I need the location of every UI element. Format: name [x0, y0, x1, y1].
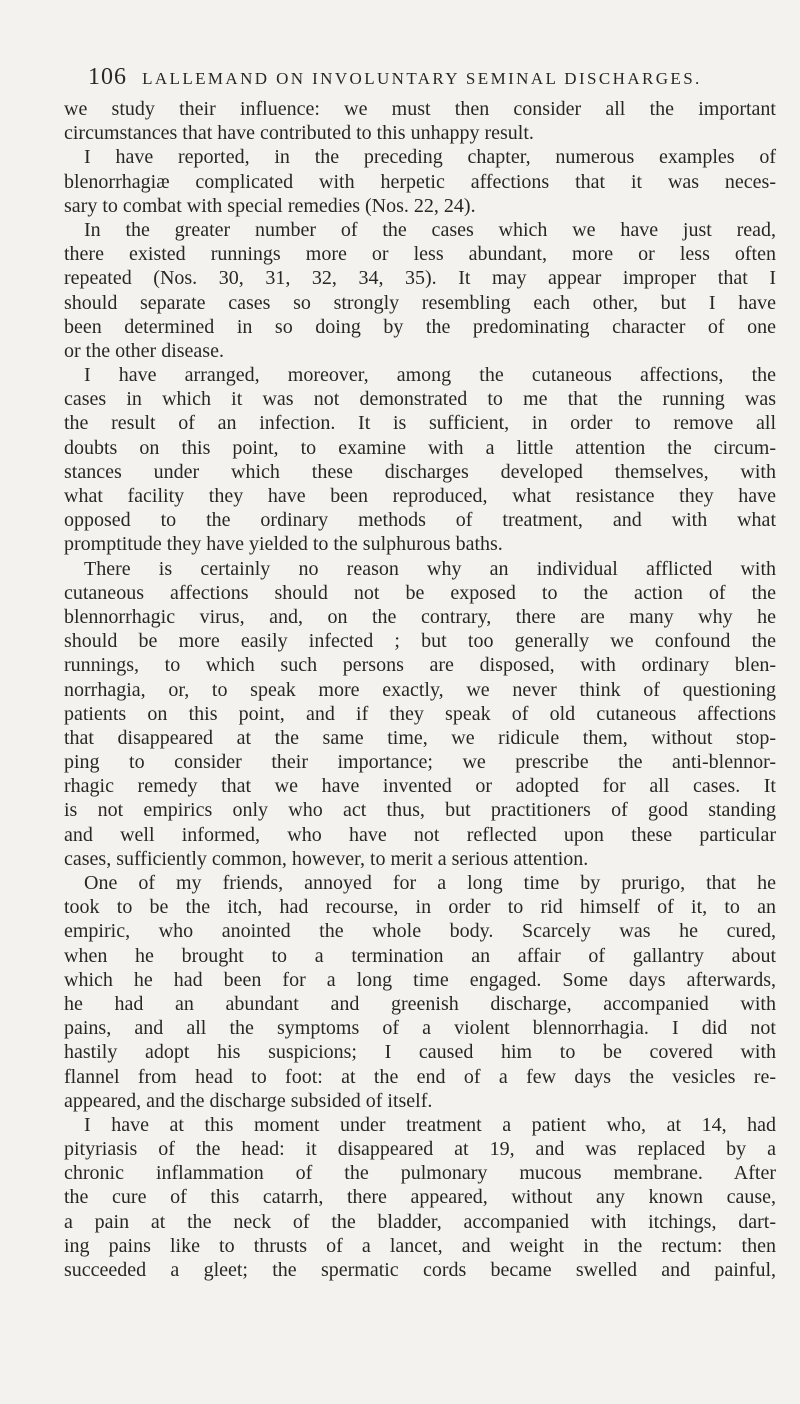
text-line: when he brought to a termination an affair of gallantry about: [64, 944, 776, 967]
text-line: we study their influence: we must then consider all the important: [64, 98, 776, 120]
text-line: succeeded a gleet; the spermatic cords became swelled and painful,: [64, 1259, 776, 1281]
text-line: I have reported, in the preceding chapter, numerous examples of: [84, 146, 776, 169]
text-line: circumstances that have contributed to this unhappy result.: [64, 122, 534, 145]
text-line: pains, and all the symptoms of a violent blennorrhagia. I did not: [64, 1017, 776, 1040]
text-line: blenorrhagiæ complicated with herpetic affections that it was neces-: [64, 170, 776, 193]
text-line: rhagic remedy that we have invented or adopted for all cases. It: [64, 775, 776, 798]
text-line: chronic inflammation of the pulmonary mucous membrane. After: [64, 1162, 776, 1185]
text-line: should be more easily infected ; but too generally we confound the: [64, 630, 776, 653]
text-line: or the other disease.: [64, 339, 224, 362]
text-line: pityriasis of the head: it disappeared at 19, and was replaced by a: [64, 1138, 776, 1161]
text-line: appeared, and the discharge subsided of itself.: [64, 1089, 433, 1112]
text-line: cases, sufficiently common, however, to merit a serious attention.: [64, 847, 589, 870]
text-line: took to be the itch, had recourse, in order to rid himself of it, to an: [64, 896, 776, 919]
page-header: [88, 64, 728, 91]
text-line: patients on this point, and if they speak of old cutaneous affections: [64, 702, 776, 725]
text-line: runnings, to which such persons are disposed, with ordinary blen-: [64, 654, 776, 677]
text-line: been determined in so doing by the predominating character of one: [64, 315, 776, 338]
text-line: hastily adopt his suspicions; I caused him to be covered with: [64, 1041, 776, 1064]
running-head: LALLEMAND ON INVOLUNTARY SEMINAL DISCHARGES.: [142, 69, 702, 88]
text-line: stances under which these discharges developed themselves, with: [64, 460, 776, 483]
body-text: [64, 97, 776, 1282]
text-line: In the greater number of the cases which we have just read,: [84, 218, 776, 241]
text-line: blennorrhagic virus, and, on the contrary, there are many why he: [64, 605, 776, 628]
text-line: One of my friends, annoyed for a long time by prurigo, that he: [84, 872, 776, 894]
text-line: I have at this moment under treatment a patient who, at 14, had: [84, 1113, 776, 1136]
text-line: sary to combat with special remedies (Nos. 22, 24).: [64, 194, 476, 217]
text-line: there existed runnings more or less abundant, more or less often: [64, 243, 776, 266]
text-line: the result of an infection. It is sufficient, in order to remove all: [64, 412, 776, 435]
text-line: repeated (Nos. 30, 31, 32, 34, 35). It may appear improper that I: [64, 267, 776, 290]
text-line: a pain at the neck of the bladder, accompanied with itchings, dart-: [64, 1210, 776, 1233]
text-line: promptitude they have yielded to the sulphurous baths.: [64, 533, 503, 556]
text-line: I have arranged, moreover, among the cutaneous affections, the: [84, 364, 776, 387]
text-line: that disappeared at the same time, we ridicule them, without stop-: [64, 726, 776, 749]
text-line: is not empirics only who act thus, but practitioners of good standing: [64, 799, 776, 822]
text-line: cutaneous affections should not be exposed to the action of the: [64, 581, 776, 604]
text-line: empiric, who anointed the whole body. Scarcely was he cured,: [64, 920, 776, 943]
text-line: should separate cases so strongly resembling each other, but I have: [64, 291, 776, 314]
text-line: what facility they have been reproduced, what resistance they have: [64, 485, 776, 507]
text-line: flannel from head to foot: at the end of a few days the vesicles re-: [64, 1065, 776, 1088]
text-line: the cure of this catarrh, there appeared, without any known cause,: [64, 1186, 776, 1209]
text-line: opposed to the ordinary methods of treatment, and with what: [64, 509, 776, 532]
text-line: ping to consider their importance; we prescribe the anti-blennor-: [64, 751, 776, 774]
text-line: norrhagia, or, to speak more exactly, we never think of questioning: [64, 678, 776, 701]
text-line: doubts on this point, to examine with a little attention the circum-: [64, 436, 776, 459]
text-line: There is certainly no reason why an individual afflicted with: [84, 557, 776, 580]
text-line: ing pains like to thrusts of a lancet, and weight in the rectum: then: [64, 1234, 776, 1257]
text-line: he had an abundant and greenish discharge, accompanied with: [64, 992, 776, 1015]
text-line: and well informed, who have not reflected upon these particular: [64, 823, 776, 846]
page-number: 106: [88, 64, 127, 90]
text-line: which he had been for a long time engaged. Some days afterwards,: [64, 968, 776, 991]
text-line: cases in which it was not demonstrated to me that the running was: [64, 388, 776, 411]
